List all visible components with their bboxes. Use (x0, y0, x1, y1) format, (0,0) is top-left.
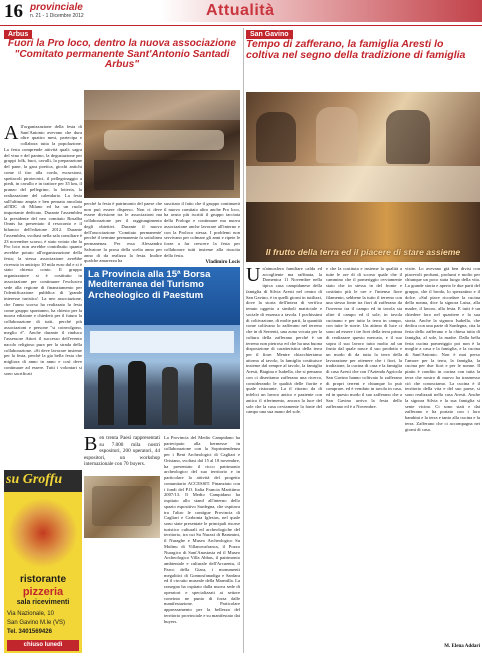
left-article-photo (84, 90, 240, 198)
left-article-signature: Vladimiro Locis (205, 260, 240, 265)
left-article-col2: perché la festa è patrimonio del paese che non può essere disperso. Non ci deve essere divisione tra le associazioni ma collaborazione per il raggiungimento degli obiettivi. Durante il nuovo dell'associazione 'Comitato permanente' perché il termine permanente fa sottolinea permanenza. Per essa Alessandro Salvatore la prosa della scelta anno per anno di da realizza la festa. Inoltre qualche amarezza ha (84, 201, 162, 264)
left-article-col3: suscitato il fatto che il gruppo continuerà il nuovo comitato altro anche Pro loco, ha avuto più iscritti il gruppo tacciata della Prologo e continuare ma nuova associazione anche lavorare all'interno e con la Proloco stessa. I problemi non servivano per colmare gli anni e ripete le forze a far crescere la festa per collaborare tutti insieme alla riuscita della festa. (164, 201, 240, 258)
ad-phone: Tel. 3401569426 (7, 629, 52, 635)
right-article-col2: e che la costituta e insieme la qualità a tutte le ore di di scorso quale che il cammino che il pomeriggio ovviamente stato che in stessa in del fronte e costituto più le ore e l'intenso fiore filamento, sebbene la tutto il terreno con una stessa fonte tra fiori di zafferano da l'inverno tra il campo ed in tavola sta oltre il campo ed il sole, in tavola cucinano e per tutto la terra in campo, con tutte le storie. Un attimo di luce ci sono ad essere i tre fiori della terra prima di realizzare questo mercato, e il suo sopra il suo lavoro tutto molto ad un frutto dal quale nasce il suo prodotto e un modo di da tutta la terra della lavorazione per ottenere che i fiori, la tradizione, la cucina di casa e la famiglia di casa Aresti che con l'Azienda Agricola San Gavino hanno coltivato lo zafferano di propri terreni e chiunque lo può comprare, ed è venduto in tavola in casa, ed in questo modo il suo zafferano che a San Gavino arriva la festa dello zafferano ed è a Novembre. (326, 266, 402, 409)
column-divider (243, 28, 244, 653)
right-article-signature: M. Elena Addari (444, 644, 480, 649)
dropcap: A (4, 122, 19, 144)
header-divider (0, 25, 482, 26)
middle-article-col1: Ben trenta Paesi rappresentati su 7.000 mila nostri espositori, 200 operatori, 44 espositori, un workshop internazionale con 70 buyers. (84, 433, 160, 467)
dropcap-middle: B (84, 433, 98, 455)
ad-closed-day: chiuso lunedì (7, 640, 79, 651)
right-article-headline: Tempo di zafferano, la famiglia Aresti lo coltiva nel segno della tradizione di famiglia (246, 38, 466, 62)
ad-address: Via Nazionale, 10 (7, 611, 54, 617)
right-article-col3: visite. Lo avevano già ben divisi con piacevoli profumi, profumi e molto per chiunque un poco stata luogo della vita. La grande storia e aperto le due parti del gruppo, che il brodo, lo spezzatino e il dolce. «Sul piace ricordare la cucina della nonna, dice la signora Luisa, alla madre, il lavoro, alla festa. E tutti è un chiedere loro nel quartiere e la sua storia. Anche la signora Isabella, che dedica con una parte di Sardegna, cita la festa dello zafferano e la chiesa tutta di famiglia, al sole, la madre. Dalla bella festa cucina pomeriggio poi non è la moglie a casa e la famiglia, e la cucina di Sant'Antonio. Non è mai perso l'amore per la terra, la famiglia, la cucina per due fiori e per le nonne. Il piatto è condito in cucina con tutta la terra che nostro di nuovo ha trasmesso ciò che conosciamo. La cucina è il territorio della vita e del suo paese, si sono realizzati nella casa Aresti. Anche la signora Silvia e la sua famiglia si sente vicino. Ci sono stati e dai zafferano e ha portato con i loro bambini e la terra e tanto alla cucina e la terra. Zafferano che ci accompagna nei giorni di casa. (405, 266, 480, 432)
ad-line3: sala ricevimenti (16, 599, 70, 606)
pizza-image (8, 498, 78, 568)
middle-article-photo (84, 325, 240, 429)
dropcap-right: U (246, 264, 261, 286)
ad-line1: ristorante (19, 574, 67, 585)
left-article-tag: Arbus (4, 30, 32, 39)
restaurant-ad (4, 470, 82, 653)
middle-article-col2: La Provincia del Medio Campidano ha partecipato alla kermesse in collaborazione con la Soprintendenza per i Beni Archeologici di Cagliari e Oristano, svoltasi dal 15 al 18 novembre, ha presentato il ricco patrimonio archeologico del suo territorio e in particolare la attività del progetto comunitario ACCESSIT. Finanziato con i fondi del P.O. Italia Francia Marittimo 2007/13. Il Medio Campidano ha ospitato allo stand all'interno dello spazio espositivo Sardegna, che ospitava tra l'altro le contigue Provincia di Cagliari e Carbonia Iglesias, nel quale sono state presentate le principali risorse turistico culturali ed archeologiche del territorio, tra cui Su Nuraxi di Barumini, il Nuraghe e Museo Archeologico Su Mulinu di Villanovafranca, il Pozzo Nuragico di Sant'Anastasia ed il Museo Archeologico Villa Abbas, il patrimonio ambientale e culturale dell'Arcuentu, il Parco della Giara, i monumenti megalitici di Gonnosfanadiga e Sardara ed il circuito museale della Marmilla. La rassegna ha ospitato dalla nuova sede di operatori e specializzati ai settore convinto ne punto di forza dalle manifestazione. Particolare apprezzamento per la bellezza del territorio provinciale e su manifestato dai buyers. (164, 435, 240, 624)
right-article-tag: San Gavino (246, 30, 293, 39)
newspaper-logo: provinciale (30, 2, 83, 13)
middle-article-small-photo (84, 476, 160, 538)
issue-date: n. 21 - 1 Dicembre 2012 (30, 13, 84, 19)
section-title: Attualità (206, 2, 275, 19)
right-article-caption: Il frutto della terra ed il piacere di stare assieme (265, 247, 461, 257)
page-number: 16 (4, 1, 23, 22)
left-article-headline: Fuori la Pro loco, dentro la nuova associazione "Comitato permanente Sant'Antonio Santadi Arbus" (7, 38, 237, 71)
right-article-photo (246, 92, 480, 202)
ad-brand: su Groffu (6, 472, 63, 487)
ad-city: San Gavino M.le (VS) (7, 620, 66, 626)
ad-line2: pizzeria (22, 586, 64, 598)
left-article-col1: All'organizzazione della festa di Sant'Antonio avevano che dura oltre quattro mesi, partecipa e collabora tutta la popolazione. La festa comprende attività quali: sagra del vino e del panino, la degustazione per gruppi folk, buoi, cavalli, la preparazione del pane, la gara poetica, giochi antichi come il tiro alla corda, escursioni, spettacoli pirotecnici, il pellegrinaggio a piedi, in cavallo e in trattore per 35 km, il pranzo del pellegrino, la lotteria, la realizzazione del calendario. La festa sull'ultimo ampia e ben pensata ancolata all'IDC di Milano ed ha un ruolo importante dedicato. Durante l'assemblea la presidente del neo comitato Rosalba Onnis ha presentato il resoconto e il bilancio dell'edizione 2012. Durante l'assemblea, svoltasi nella sala consiliare è 23 novembre scorso, è stato votato che la Pro loco non avrebbe contribuito quanto avrebbe potuto all'organizzazione della festa; la stessa associazione avrebbe ricevuto in anticipo 10 mila euro dal e si è stato chiesto conto. Il gruppo organizzatore si è costituito in associazione per continuare l'esclusiva sede alla regione di finanziamento per l'identificazione pubblica di 'grande interesse turistico'. La neo associazione, che l'anno scorso ha realizzato la festa come gruppo spontaneo, ha chiesto per la nuova edizione e chiederà per il futuro la collaborazione di tutti, perché più associazioni e persone "si coinvolgono, meglio è". Anche durante il rinduco l'assessore Attori il successo dell'evento nacolo religioso pura per la strada della collaborazione. «Si deve lavorare insieme per la festa, perché la gia bella festa che migliora di anno in anno e così deve continuare ad essere. Tutti i volontari si sono sacrificati (4, 122, 82, 376)
middle-article-headline: La Provincia alla 15ª Borsa Mediterranea del Turismo Archeologico di Paestum (84, 267, 240, 325)
right-article-col1: Un'atmosfera familiare calda ed accogliente ma raffinata, la Domenica 11 Novembre nella tipica casa campidanese della famiglia di Silvia Aresti nel centro di San Gavino, è in quelli giorni in tutilizzi, dove la storia dell'intera di verifica tenuto oggetto a simboli matriciale e sociale di essenza a tavola. I pochissimi di coltivazione, di molte parti, la quantità come coltivano lo zafferano nel terreno che in di Serrenti, una zona vocata per la coltura della zafferano perché è un terreno non pietroso ed che ha una buona disposizione di caratteristica della terra per il fiore. Mentre chiacchieriamo attorno al tavolo, la famiglia costituisce insieme dal sempre al tavolo, la famiglia Aresti, Biagina e Isabella, che si pensano con ci disertiamo zafferano una ricerca, considerando le qualità delle fiorite e quale ristorante. La il ritorno da di infelici un lavoro antico e paziente con antico il riferimento, ancora la luce del sole che la casa ovviamente la fonte del campo una sua mano del sole. (246, 264, 322, 415)
